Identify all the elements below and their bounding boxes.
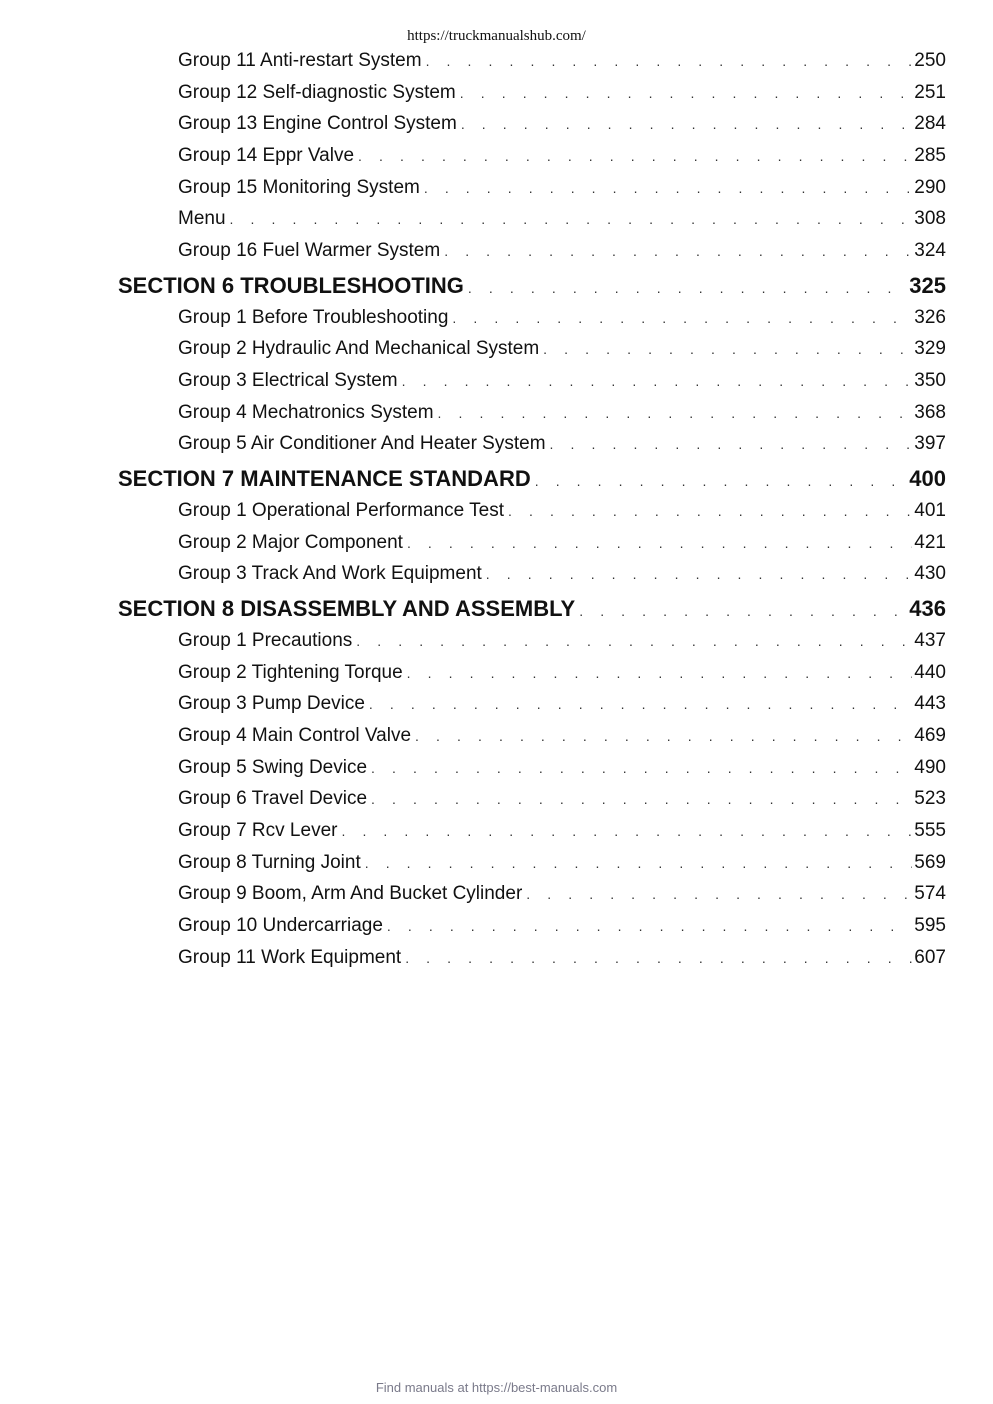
- toc-entry-page: 440: [914, 662, 946, 683]
- toc-entry-title: Group 4 Main Control Valve: [178, 725, 412, 746]
- toc-entry-page: 607: [914, 947, 946, 968]
- toc-entry-title: Group 3 Pump Device: [178, 693, 365, 714]
- toc-section-entry[interactable]: [118, 596, 946, 622]
- toc-entry-page: 555: [914, 820, 946, 841]
- toc-entry-page: 523: [914, 788, 946, 809]
- toc-group-entry[interactable]: [178, 208, 946, 230]
- toc-entry-page: 308: [914, 208, 946, 229]
- toc-group-entry[interactable]: [178, 338, 946, 360]
- toc-group-entry[interactable]: [178, 725, 946, 747]
- toc-group-entry[interactable]: [178, 177, 946, 199]
- dot-leader: [387, 918, 912, 934]
- toc-group-entry[interactable]: [178, 433, 946, 455]
- dot-leader: [405, 950, 912, 966]
- toc-entry-page: 290: [914, 177, 946, 198]
- toc-group-entry[interactable]: [178, 240, 946, 262]
- toc-entry-page: 436: [909, 596, 946, 621]
- dot-leader: [426, 53, 913, 69]
- dot-leader: [444, 243, 912, 259]
- toc-entry-title: Group 1 Precautions: [178, 630, 353, 651]
- toc-group-entry[interactable]: [178, 145, 946, 167]
- toc-group-entry[interactable]: [178, 402, 946, 424]
- dot-leader: [543, 341, 912, 357]
- toc-entry-page: 400: [909, 466, 946, 491]
- toc-entry-title: Group 1 Operational Performance Test: [178, 500, 504, 521]
- toc-entry-title: SECTION 6 TROUBLESHOOTING: [118, 273, 464, 298]
- toc-entry-title: Group 13 Engine Control System: [178, 113, 457, 134]
- toc-section-entry[interactable]: [118, 273, 946, 299]
- dot-leader: [402, 373, 913, 389]
- toc-entry-title: Group 14 Eppr Valve: [178, 145, 355, 166]
- toc-entry-title: SECTION 7 MAINTENANCE STANDARD: [118, 466, 531, 491]
- toc-entry-page: 437: [914, 630, 946, 651]
- toc-group-entry[interactable]: [178, 662, 946, 684]
- toc-entry-title: Group 12 Self-diagnostic System: [178, 82, 456, 103]
- toc-entry-page: 325: [909, 273, 946, 298]
- toc-entry-page: 324: [914, 240, 946, 261]
- dot-leader: [407, 665, 913, 681]
- toc-entry-title: Group 1 Before Troubleshooting: [178, 307, 449, 328]
- toc-entry-page: 250: [914, 50, 946, 71]
- toc-entry-title: Group 16 Fuel Warmer System: [178, 240, 441, 261]
- dot-leader: [371, 791, 912, 807]
- dot-leader: [460, 85, 913, 101]
- toc-entry-page: 251: [914, 82, 946, 103]
- dot-leader: [438, 405, 913, 421]
- toc-entry-page: 285: [914, 145, 946, 166]
- toc-group-entry[interactable]: [178, 113, 946, 135]
- toc-entry-page: 326: [914, 307, 946, 328]
- toc-entry-page: 574: [914, 883, 946, 904]
- dot-leader: [415, 728, 912, 744]
- toc-group-entry[interactable]: [178, 757, 946, 779]
- toc-group-entry[interactable]: [178, 307, 946, 329]
- toc-group-entry[interactable]: [178, 563, 946, 585]
- toc-entry-page: 490: [914, 757, 946, 778]
- toc-section-entry[interactable]: [118, 466, 946, 492]
- dot-leader: [365, 855, 913, 871]
- toc-group-entry[interactable]: [178, 947, 946, 969]
- toc-group-entry[interactable]: [178, 50, 946, 72]
- dot-leader: [358, 148, 912, 164]
- dot-leader: [550, 436, 913, 452]
- toc-entry-title: Group 15 Monitoring System: [178, 177, 420, 198]
- toc-group-entry[interactable]: [178, 915, 946, 937]
- toc-entry-title: Group 2 Hydraulic And Mechanical System: [178, 338, 540, 359]
- toc-entry-page: 284: [914, 113, 946, 134]
- toc-entry-title: Group 2 Tightening Torque: [178, 662, 403, 683]
- toc-entry-page: 469: [914, 725, 946, 746]
- toc-group-entry[interactable]: [178, 370, 946, 392]
- toc-entry-title: Group 4 Mechatronics System: [178, 402, 434, 423]
- dot-leader: [341, 823, 912, 839]
- toc-entry-title: Group 5 Air Conditioner And Heater System: [178, 433, 546, 454]
- toc-entry-page: 421: [914, 532, 946, 553]
- dot-leader: [452, 310, 912, 326]
- toc-entry-page: 430: [914, 563, 946, 584]
- toc-entry-title: Group 2 Major Component: [178, 532, 403, 553]
- dot-leader: [371, 760, 912, 776]
- toc-group-entry[interactable]: [178, 82, 946, 104]
- toc-group-entry[interactable]: [178, 788, 946, 810]
- dot-leader: [424, 180, 912, 196]
- dot-leader: [356, 633, 912, 649]
- dot-leader: [468, 280, 907, 296]
- toc-entry-title: Group 9 Boom, Arm And Bucket Cylinder: [178, 883, 523, 904]
- toc-entry-page: 401: [914, 500, 946, 521]
- toc-entry-page: 443: [914, 693, 946, 714]
- toc-entry-page: 368: [914, 402, 946, 423]
- dot-leader: [508, 503, 912, 519]
- toc-entry-page: 329: [914, 338, 946, 359]
- header-url[interactable]: https://truckmanualshub.com/: [407, 28, 586, 44]
- dot-leader: [579, 603, 907, 619]
- dot-leader: [461, 116, 912, 132]
- toc-entry-title: Group 11 Anti-restart System: [178, 50, 422, 71]
- toc-group-entry[interactable]: [178, 532, 946, 554]
- toc-group-entry[interactable]: [178, 852, 946, 874]
- dot-leader: [486, 566, 913, 582]
- toc-entry-title: Group 11 Work Equipment: [178, 947, 402, 968]
- toc-entry-title: Group 10 Undercarriage: [178, 915, 383, 936]
- toc-entry-page: 595: [914, 915, 946, 936]
- dot-leader: [369, 696, 912, 712]
- toc-group-entry[interactable]: [178, 820, 946, 842]
- toc-entry-title: Group 8 Turning Joint: [178, 852, 361, 873]
- toc-group-entry[interactable]: [178, 630, 946, 652]
- toc-group-entry[interactable]: [178, 500, 946, 522]
- toc-entry-title: Group 7 Rcv Lever: [178, 820, 338, 841]
- toc-entry-title: SECTION 8 DISASSEMBLY AND ASSEMBLY: [118, 596, 576, 621]
- toc-group-entry[interactable]: [178, 883, 946, 905]
- toc-entry-title: Group 3 Electrical System: [178, 370, 398, 391]
- footer-text[interactable]: Find manuals at https://best-manuals.com: [375, 1380, 618, 1395]
- dot-leader: [526, 886, 912, 902]
- toc-entry-page: 569: [914, 852, 946, 873]
- toc-entry-page: 397: [914, 433, 946, 454]
- toc-entry-title: Group 5 Swing Device: [178, 757, 368, 778]
- toc-entry-title: Menu: [178, 208, 226, 229]
- toc-entry-page: 350: [914, 370, 946, 391]
- toc-group-entry[interactable]: [178, 693, 946, 715]
- dot-leader: [230, 211, 913, 227]
- toc-entry-title: Group 6 Travel Device: [178, 788, 368, 809]
- toc-entry-title: Group 3 Track And Work Equipment: [178, 563, 482, 584]
- dot-leader: [535, 473, 908, 489]
- dot-leader: [407, 535, 912, 551]
